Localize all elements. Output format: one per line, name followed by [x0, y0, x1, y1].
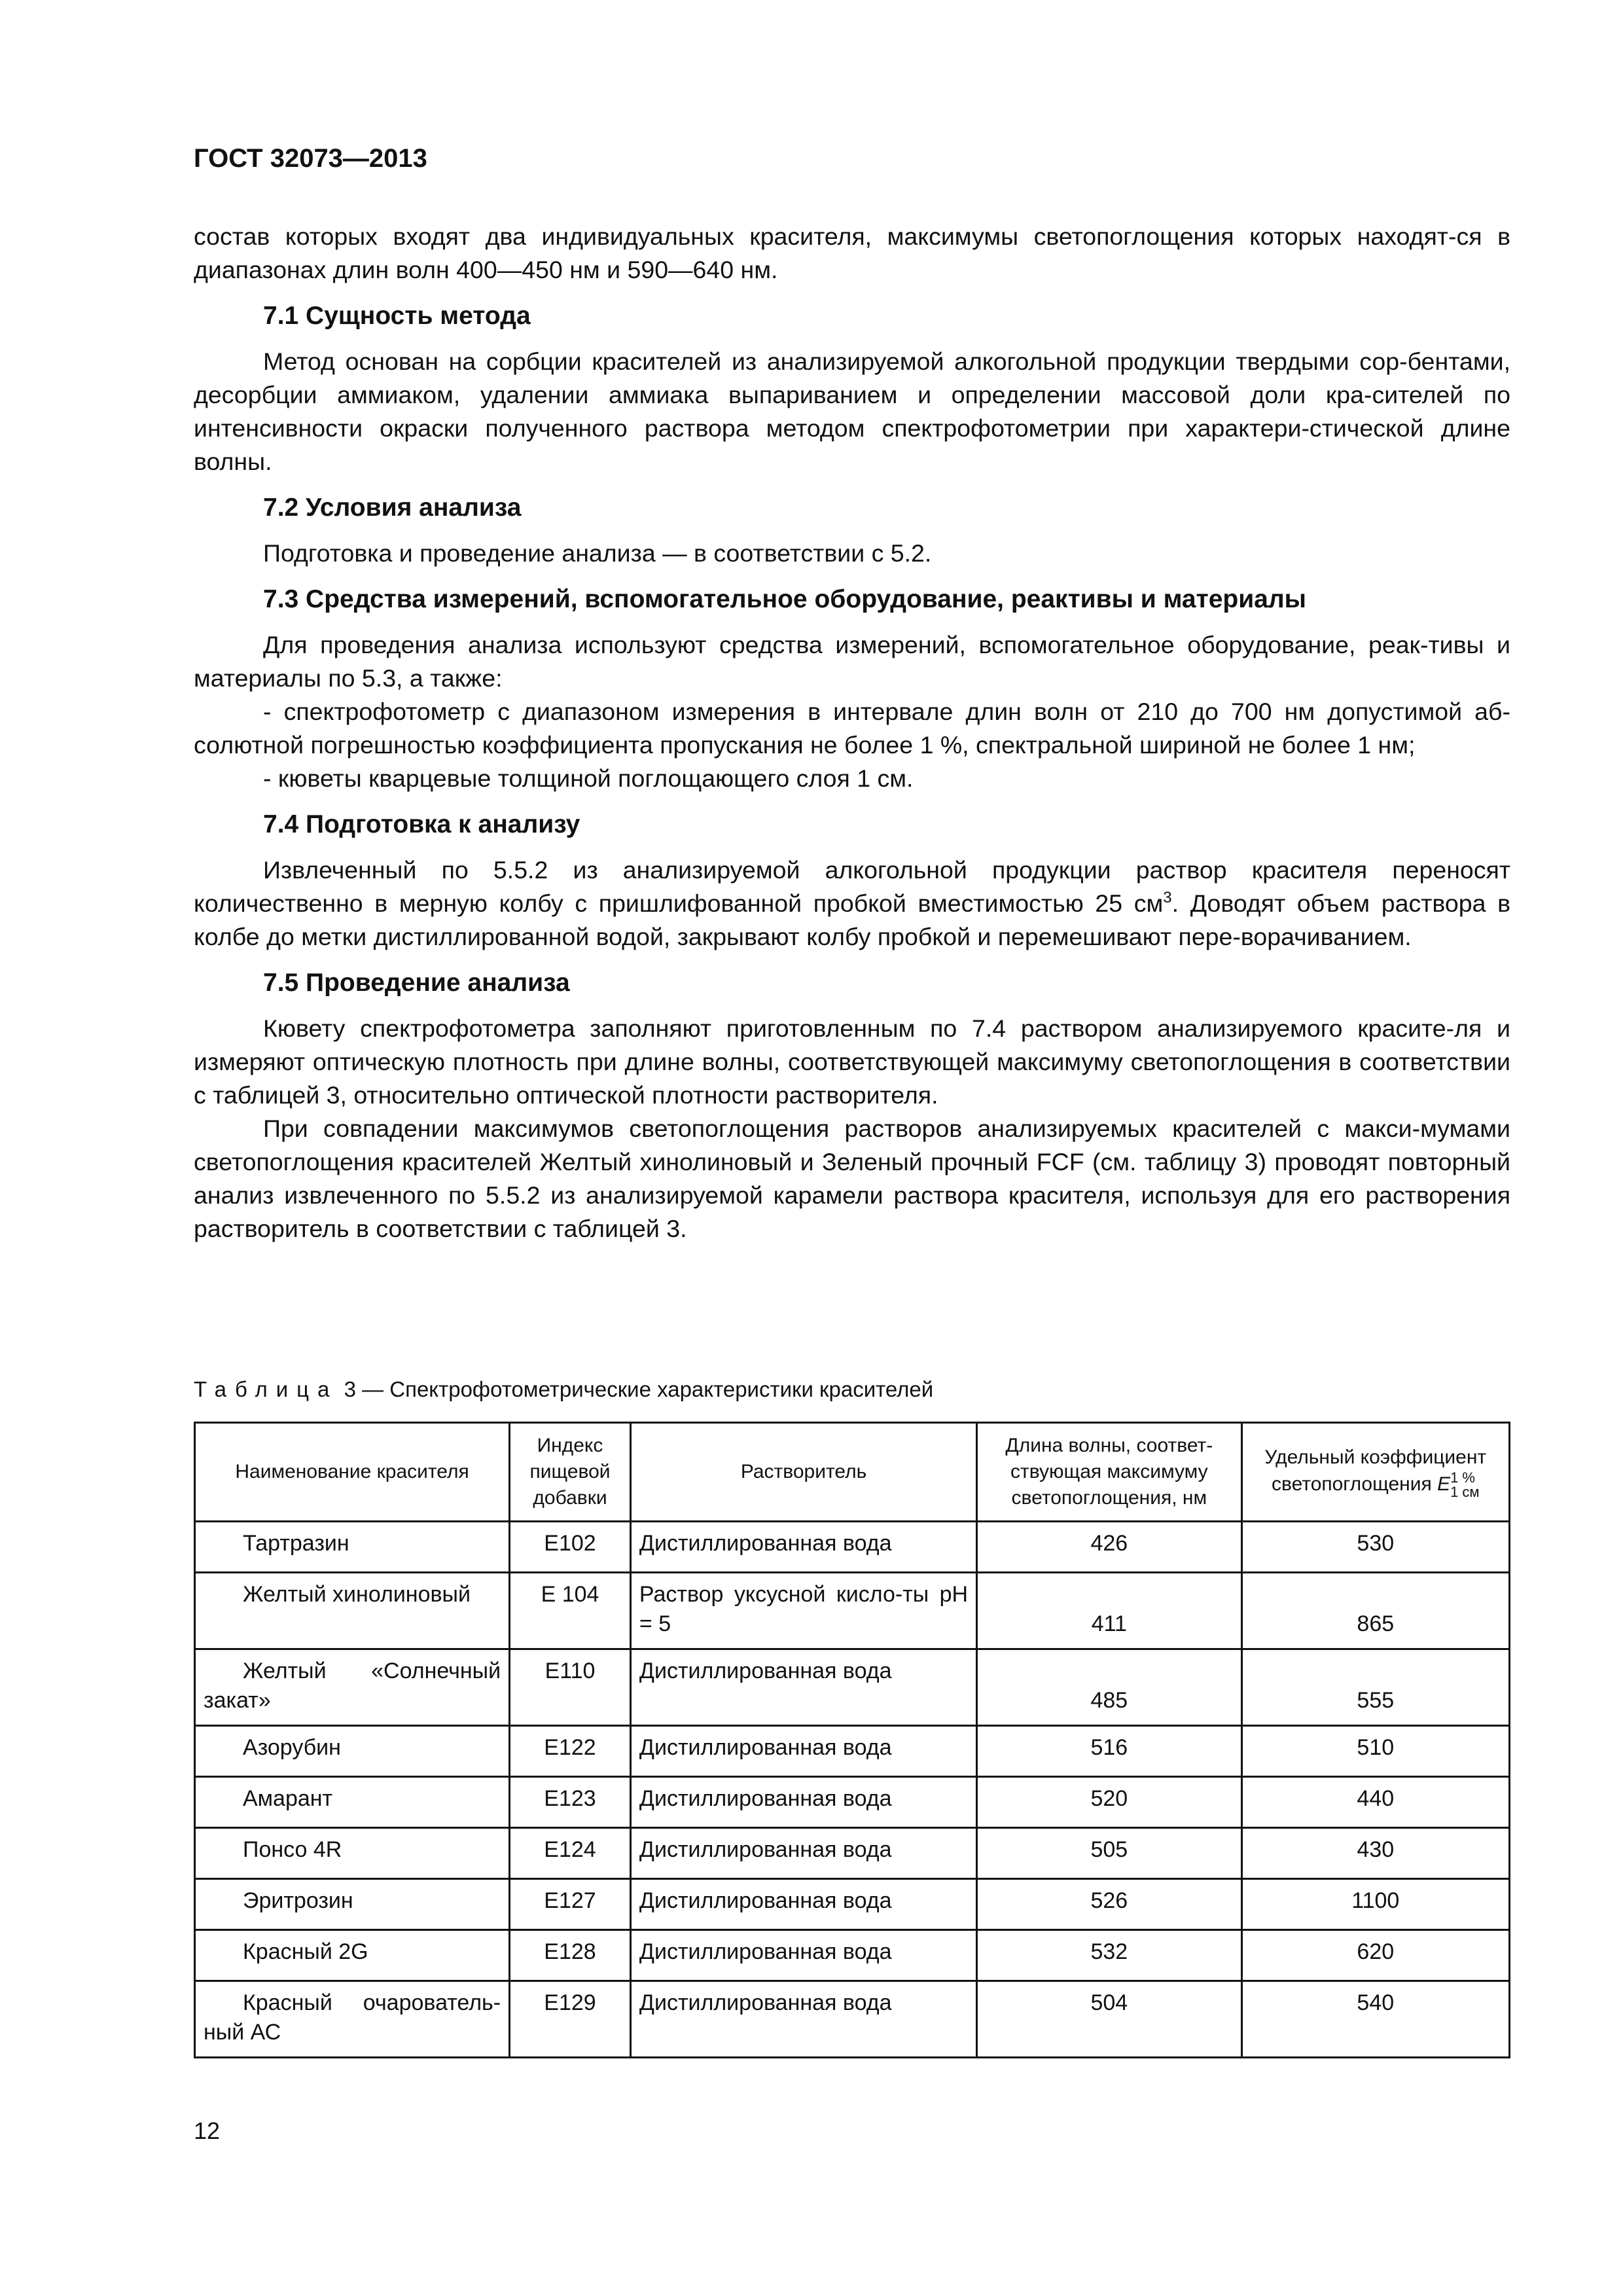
coef-symbol: E — [1437, 1473, 1451, 1495]
coefficient-cell: 540 — [1241, 1981, 1509, 2058]
dye-name-cell: Красный очарователь-ный АС — [195, 1981, 510, 2058]
section-7-5-paragraph-1: Кювету спектрофотометра заполняют приготовленным по 7.4 раствором анализируемого красите-ля и измеряют оптическую плотность при длине волны, соответствующей максимуму светопоглощения в соответствии с таблицей 3, относительно оптической плотности растворителя. — [194, 1014, 1510, 1109]
wavelength-cell: 485 — [977, 1649, 1241, 1726]
section-7-5-paragraph-2: При совпадении максимумов светопоглощения растворов анализируемых красителей с макси-мумами светопоглощения красителей Желтый хинолиновый и Зеленый прочный FCF (см. таблицу 3) проводят повторный анализ извлеченного по 5.5.2 из анализируемой карамели раствора красителя, используя для его растворения растворитель в соответствии с таблицей 3. — [194, 1115, 1510, 1242]
dye-name-cell: Понсо 4R — [195, 1828, 510, 1879]
solvent-cell: Дистиллированная вода — [630, 1522, 976, 1573]
dye-name-cell: Красный 2G — [195, 1930, 510, 1981]
additive-index-cell: E124 — [510, 1828, 631, 1879]
solvent-cell: Дистиллированная вода — [630, 1828, 976, 1879]
wavelength-cell: 520 — [977, 1777, 1241, 1828]
page-number: 12 — [194, 2117, 221, 2144]
table-header-row — [195, 1423, 1510, 1522]
additive-index-cell: E122 — [510, 1726, 631, 1777]
table-row — [195, 1828, 1510, 1879]
header-solvent: Растворитель — [630, 1423, 976, 1522]
coefficient-cell: 530 — [1241, 1522, 1509, 1573]
coefficient-cell: 440 — [1241, 1777, 1509, 1828]
wavelength-cell: 526 — [977, 1879, 1241, 1930]
solvent-cell: Дистиллированная вода — [630, 1981, 976, 2058]
coefficient-cell: 865 — [1241, 1573, 1509, 1649]
table-caption-word: Таблица — [194, 1377, 338, 1401]
section-7-3-item-cuvettes: - кюветы кварцевые толщиной поглощающего слоя 1 см. — [263, 764, 914, 792]
additive-index-cell: E129 — [510, 1981, 631, 2058]
intro-paragraph: состав которых входят два индивидуальных красителя, максимумы светопоглощения которых находят-ся в диапазонах длин волн 400—450 нм и 590—640 нм. — [194, 223, 1510, 283]
section-7-2-title: 7.2 Условия анализа — [263, 493, 522, 522]
solvent-cell: Дистиллированная вода — [630, 1649, 976, 1726]
header-wavelength: Длина волны, соответ-ствующая максимуму светопоглощения, нм — [977, 1423, 1241, 1522]
dye-name-cell: Амарант — [195, 1777, 510, 1828]
dye-name-cell: Желтый хинолиновый — [195, 1573, 510, 1649]
header-additive-index: Индекс пищевой добавки — [510, 1423, 631, 1522]
header-absorption-coefficient — [1241, 1423, 1509, 1522]
wavelength-cell: 504 — [977, 1981, 1241, 2058]
dye-name-cell: Азорубин — [195, 1726, 510, 1777]
wavelength-cell: 505 — [977, 1828, 1241, 1879]
coefficient-cell: 620 — [1241, 1930, 1509, 1981]
table-row — [195, 1777, 1510, 1828]
solvent-cell: Дистиллированная вода — [630, 1726, 976, 1777]
table-row — [195, 1522, 1510, 1573]
coefficient-cell: 430 — [1241, 1828, 1509, 1879]
section-7-2-text: Подготовка и проведение анализа — в соответствии с 5.2. — [263, 539, 932, 567]
wavelength-cell: 516 — [977, 1726, 1241, 1777]
wavelength-cell: 426 — [977, 1522, 1241, 1573]
body-text — [194, 220, 1510, 1246]
section-7-4-title: 7.4 Подготовка к анализу — [263, 810, 580, 838]
wavelength-cell: 411 — [977, 1573, 1241, 1649]
section-7-3-text: Для проведения анализа используют средства измерений, вспомогательное оборудование, реак-тивы и материалы по 5.3, а также: — [194, 631, 1510, 692]
table-body — [195, 1522, 1510, 2058]
additive-index-cell: E102 — [510, 1522, 631, 1573]
section-7-3-item-spectrophotometer: - спектрофотометр с диапазоном измерения в интервале длин волн от 210 до 700 нм допустимой аб-солютной погрешностью коэффициента пропускания не более 1 %, спектральной шириной не более 1 нм; — [194, 698, 1510, 759]
dye-name-cell: Желтый «Солнечный закат» — [195, 1649, 510, 1726]
additive-index-cell: E123 — [510, 1777, 631, 1828]
header-coef-text: Удельный коэффициент светопоглощения — [1264, 1446, 1487, 1495]
solvent-cell: Раствор уксусной кисло-ты pH = 5 — [630, 1573, 976, 1649]
table-row — [195, 1981, 1510, 2058]
solvent-cell: Дистиллированная вода — [630, 1879, 976, 1930]
section-7-3-title: 7.3 Средства измерений, вспомогательное оборудование, реактивы и материалы — [263, 585, 1306, 613]
section-7-5-title: 7.5 Проведение анализа — [263, 969, 570, 997]
table-caption — [194, 1377, 933, 1402]
additive-index-cell: E127 — [510, 1879, 631, 1930]
additive-index-cell: E 104 — [510, 1573, 631, 1649]
coef-superscript: 1 % — [1450, 1469, 1475, 1486]
wavelength-cell: 532 — [977, 1930, 1241, 1981]
additive-index-cell: E110 — [510, 1649, 631, 1726]
section-7-1-text: Метод основан на сорбции красителей из анализируемой алкогольной продукции твердыми сор-бентами, десорбции аммиаком, удалении аммиака выпариванием и определении массовой доли кра-сителей по интенсивности окраски полученного раствора методом спектрофотометрии при характери-стической длине волны. — [194, 348, 1510, 475]
dye-name-cell: Тартразин — [195, 1522, 510, 1573]
solvent-cell: Дистиллированная вода — [630, 1930, 976, 1981]
dye-characteristics-table — [194, 1422, 1510, 2058]
table-row — [195, 1930, 1510, 1981]
superscript-cubic: 3 — [1163, 889, 1172, 906]
additive-index-cell: E128 — [510, 1930, 631, 1981]
table-row — [195, 1879, 1510, 1930]
section-7-4-text-b: . Доводят объем раствора в колбе до метки дистиллированной водой, закрывают колбу пробкой и перемешивают пере-ворачиванием. — [194, 889, 1511, 950]
solvent-cell: Дистиллированная вода — [630, 1777, 976, 1828]
coefficient-cell: 555 — [1241, 1649, 1509, 1726]
section-7-1-title: 7.1 Сущность метода — [263, 302, 531, 330]
table-row — [195, 1649, 1510, 1726]
dye-name-cell: Эритрозин — [195, 1879, 510, 1930]
coefficient-cell: 510 — [1241, 1726, 1509, 1777]
table-row — [195, 1573, 1510, 1649]
coefficient-cell: 1100 — [1241, 1879, 1509, 1930]
header-dye-name: Наименование красителя — [195, 1423, 510, 1522]
section-7-4-text — [194, 853, 1510, 954]
coef-subscript: 1 см — [1450, 1484, 1480, 1500]
section-7-4-text-a: Извлеченный по 5.5.2 из анализируемой алкогольной продукции раствор красителя переносят количественно в мерную колбу с пришлифованной пробкой вместимостью 25 см — [194, 856, 1510, 917]
table-row — [195, 1726, 1510, 1777]
table-caption-text: 3 — Спектрофотометрические характеристики красителей — [344, 1377, 934, 1401]
coef-formula — [1437, 1469, 1480, 1500]
document-header: ГОСТ 32073—2013 — [194, 144, 427, 173]
